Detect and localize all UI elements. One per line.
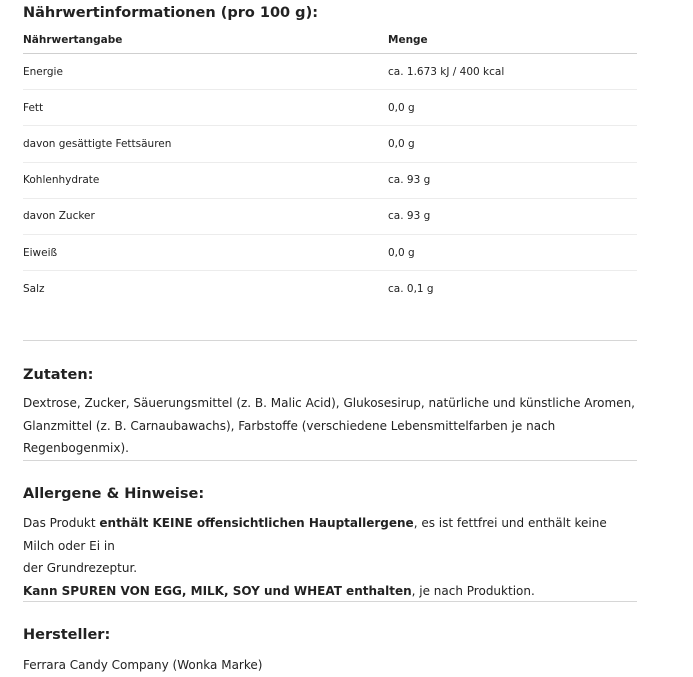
nutrient-name: Eiweiß <box>23 234 388 270</box>
nutrition-table <box>23 27 637 306</box>
ingredients-line: Glanzmittel (z. B. Carnaubawachs), Farbstoffe (verschiedene Lebensmittelfarben je nach Regenbogenmix). <box>23 418 556 455</box>
column-header-amount: Menge <box>388 27 637 54</box>
allergens-text-plain: , es ist fettfrei und enthält keine Milch oder Ei in <box>23 516 607 553</box>
manufacturer-name: Ferrara Candy Company (Wonka Marke) <box>23 658 263 672</box>
table-row <box>23 90 637 126</box>
section-divider <box>23 460 637 461</box>
allergens-text <box>23 512 637 602</box>
nutrient-name: davon gesättigte Fettsäuren <box>23 126 388 162</box>
ingredients-line: Dextrose, Zucker, Säuerungsmittel (z. B. Malic Acid), Glukosesirup, natürliche und künstliche Aromen, <box>23 396 635 410</box>
nutrient-amount: ca. 93 g <box>388 162 637 198</box>
allergens-line: der Grundrezeptur. <box>23 561 138 575</box>
allergens-line <box>23 512 637 557</box>
table-row <box>23 198 637 234</box>
table-header-row <box>23 27 637 54</box>
allergens-line <box>23 580 637 603</box>
nutrient-name: Energie <box>23 54 388 90</box>
traces-text-bold: Kann SPUREN VON EGG, MILK, SOY und WHEAT enthalten <box>23 583 412 598</box>
allergens-text-bold: enthält KEINE offensichtlichen Hauptallergene <box>99 516 414 530</box>
section-divider <box>23 340 637 341</box>
nutrition-title: Nährwertinformationen (pro 100 g): <box>23 5 318 21</box>
nutrient-name: Kohlenhydrate <box>23 162 388 198</box>
allergens-text-plain: Das Produkt <box>23 516 100 530</box>
table-row <box>23 162 637 198</box>
allergens-title: Allergene & Hinweise: <box>23 486 205 502</box>
manufacturer-title: Hersteller: <box>23 627 111 643</box>
table-row <box>23 234 637 270</box>
nutrient-name: Fett <box>23 90 388 126</box>
column-header-nutrient: Nährwertangabe <box>23 27 388 54</box>
nutrient-amount: ca. 93 g <box>388 198 637 234</box>
table-row <box>23 126 637 162</box>
nutrient-name: Salz <box>23 282 45 295</box>
section-divider <box>23 601 637 602</box>
table-row <box>23 54 637 90</box>
ingredients-text <box>23 392 637 460</box>
ingredients-title: Zutaten: <box>23 367 94 383</box>
nutrient-name: davon Zucker <box>23 198 388 234</box>
nutrient-amount: 0,0 g <box>388 126 637 162</box>
nutrient-amount: ca. 1.673 kJ / 400 kcal <box>388 54 637 90</box>
traces-text-plain: , je nach Produktion. <box>411 583 535 598</box>
nutrient-amount: ca. 0,1 g <box>388 282 434 295</box>
nutrient-amount: 0,0 g <box>388 234 637 270</box>
nutrient-amount: 0,0 g <box>388 90 637 126</box>
table-row <box>23 271 637 307</box>
